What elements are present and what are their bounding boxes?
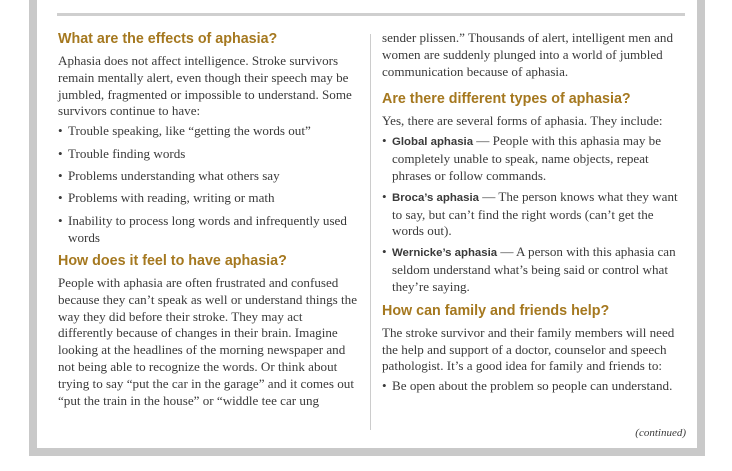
list-item: • Inability to process long words and infrequently used words [58,213,360,247]
list-item [382,189,686,240]
list-item: • Problems understanding what others say [58,168,360,185]
column-divider [370,34,371,430]
page-frame-bottom [29,448,705,456]
type-term: Wernicke’s aphasia [392,247,498,260]
types-heading: Are there different types of aphasia? [382,91,631,108]
help-list [382,378,686,395]
list-item: • Be open about the problem so people can understand. [382,378,686,395]
top-divider [57,13,685,16]
types-list [382,133,686,296]
feel-heading: How does it feel to have aphasia? [58,252,287,269]
type-description: — People with this aphasia may be completely unable to speak, name objects, repeat phrases or follow commands. [392,133,662,183]
page-frame-right [697,0,705,456]
feel-body: People with aphasia are often frustrated and confused because they can’t speak as well or understand things the way they did before their stroke. They may act differently because of changes in their brain. Imagine looking at the headlines of the morning newspaper and not being able to recognize the words. Or think about trying to say “put the car in the garage” and it comes out “put the train in the house” or “widdle tee car ung [58,274,358,408]
effects-list [58,123,360,246]
effects-heading: What are the effects of aphasia? [58,31,278,47]
continuation-text: sender plissen.” Thousands of alert, intelligent men and women are suddenly plunged into a world of jumbled communication because of aphasia. [382,30,674,79]
list-item: • Trouble finding words [58,146,360,163]
list-item: • Problems with reading, writing or math [58,190,360,207]
list-item [382,244,686,295]
help-heading: How can family and friends help? [382,302,610,319]
list-item: • Trouble speaking, like “getting the words out” [58,123,360,140]
help-intro: The stroke survivor and their family members will need the help and support of a doctor, counselor and speech pathologist. It’s a good idea for family and friends to: [382,324,675,374]
left-column [58,30,360,412]
list-item [382,133,686,184]
effects-intro: Aphasia does not affect intelligence. Stroke survivors remain mentally alert, even though their speech may be jumbled, fragmented or impossible to understand. Some survivors continue to have: [58,53,352,119]
types-intro: Yes, there are several forms of aphasia. They include: [382,113,663,129]
type-term: Global aphasia [392,136,474,149]
type-description: — The person knows what they want to say, but can’t find the right words (can’t get the words out). [392,188,678,239]
right-column [382,30,686,401]
page-frame-left [29,0,37,456]
type-term: Broca’s aphasia [392,191,479,204]
type-description: — A person with this aphasia can seldom understand what’s being said or control what they’re saying. [392,244,676,294]
continued-note: (continued) [635,427,686,439]
